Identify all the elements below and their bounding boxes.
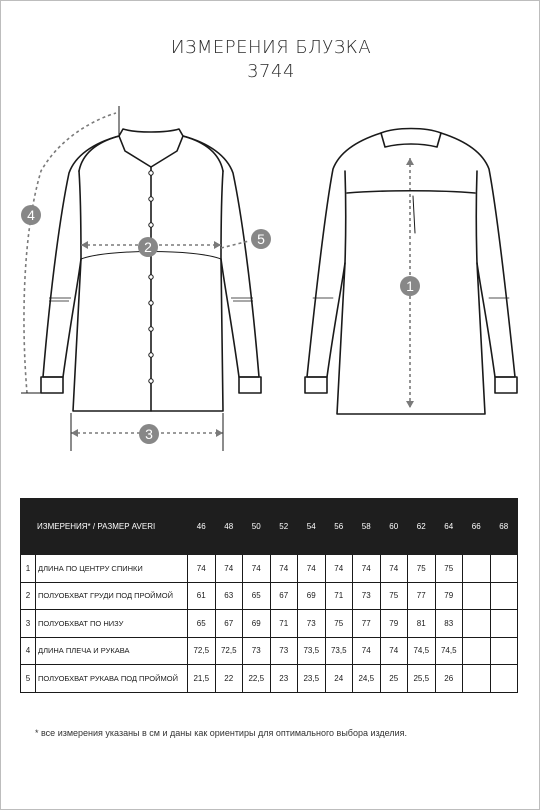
measure-marker-2 [138,237,158,257]
front-right-cuff [239,377,261,393]
value-cell: 74,5 [408,637,436,665]
row-label: ПОЛУОБХВАТ ПО НИЗУ [36,610,188,638]
value-cell: 73 [243,637,271,665]
marker-2-label: 2 [144,239,152,255]
size-header-cell: 64 [435,499,463,555]
value-cell [463,637,491,665]
front-body-outline [73,171,223,411]
value-cell: 74 [380,555,408,583]
value-cell: 77 [408,582,436,610]
value-cell [490,665,518,693]
front-left-cuff [41,377,63,393]
size-header-cell: 52 [270,499,298,555]
value-cell: 74 [325,555,353,583]
row-number: 3 [21,610,36,638]
value-cell [463,665,491,693]
value-cell [463,555,491,583]
value-cell: 73,5 [325,637,353,665]
value-cell: 75 [435,555,463,583]
measure-4-line [24,113,116,393]
value-cell [490,555,518,583]
size-header-cell: 50 [243,499,271,555]
back-pleat [413,196,415,233]
table-row [21,665,518,693]
row-label: ПОЛУОБХВАТ ГРУДИ ПОД ПРОЙМОЙ [36,582,188,610]
blouse-back-view [305,129,517,415]
value-cell: 67 [215,610,243,638]
value-cell: 21,5 [188,665,216,693]
value-cell: 79 [435,582,463,610]
value-cell: 83 [435,610,463,638]
value-cell: 74 [353,555,381,583]
value-cell: 22,5 [243,665,271,693]
row-number: 4 [21,637,36,665]
size-header-cell: 56 [325,499,353,555]
value-cell: 65 [243,582,271,610]
value-cell: 24 [325,665,353,693]
value-cell: 75 [380,582,408,610]
value-cell [490,610,518,638]
back-right-cuff [495,377,517,393]
value-cell [490,582,518,610]
size-table-header-row [21,499,518,555]
value-cell: 23 [270,665,298,693]
value-cell: 77 [353,610,381,638]
footnote: * все измерения указаны в см и даны как ориентиры для оптимального выбора изделия. [35,728,408,738]
size-header-cell: 46 [188,499,216,555]
value-cell: 75 [408,555,436,583]
value-cell: 25 [380,665,408,693]
value-cell: 25,5 [408,665,436,693]
value-cell: 74 [243,555,271,583]
value-cell: 69 [298,582,326,610]
value-cell: 67 [270,582,298,610]
size-header-cell: 58 [353,499,381,555]
marker-1-label: 1 [406,278,414,294]
size-header-cell: 60 [380,499,408,555]
front-left-sleeve-fold-marks [49,298,71,301]
value-cell [463,610,491,638]
back-collar [381,129,441,148]
value-cell: 74 [380,637,408,665]
size-header-cell: 66 [463,499,491,555]
value-cell: 74 [215,555,243,583]
back-left-sleeve-outline [307,133,381,377]
back-right-sleeve-outline [441,133,515,377]
measure-marker-3 [139,424,159,444]
value-cell: 71 [325,582,353,610]
value-cell: 63 [215,582,243,610]
blouse-technical-drawing [1,96,540,456]
value-cell [463,582,491,610]
value-cell: 74 [270,555,298,583]
value-cell: 65 [188,610,216,638]
value-cell [490,637,518,665]
measure-marker-1 [400,276,420,296]
page-title: ИЗМЕРЕНИЯ БЛУЗКА [170,37,372,58]
size-table-header-label: ИЗМЕРЕНИЯ* / РАЗМЕР AVERI [21,499,188,555]
value-cell: 74 [298,555,326,583]
size-header-cell: 62 [408,499,436,555]
row-label: ДЛИНА ПО ЦЕНТРУ СПИНКИ [36,555,188,583]
value-cell: 73 [298,610,326,638]
value-cell: 72,5 [188,637,216,665]
size-header-cell: 68 [490,499,518,555]
row-number: 2 [21,582,36,610]
table-row [21,555,518,583]
value-cell: 72,5 [215,637,243,665]
value-cell: 71 [270,610,298,638]
value-cell: 26 [435,665,463,693]
table-row [21,637,518,665]
front-right-sleeve-fold-marks [231,298,253,301]
value-cell: 73 [270,637,298,665]
marker-5-label: 5 [257,231,265,247]
back-yoke-seam [347,191,475,193]
table-row [21,610,518,638]
value-cell: 79 [380,610,408,638]
value-cell: 74,5 [435,637,463,665]
front-armholes [79,136,223,171]
size-header-cell: 48 [215,499,243,555]
value-cell: 23,5 [298,665,326,693]
value-cell: 61 [188,582,216,610]
value-cell: 73 [353,582,381,610]
value-cell: 69 [243,610,271,638]
measure-marker-5 [251,229,271,249]
table-row [21,582,518,610]
size-table [20,498,518,693]
value-cell: 74 [353,637,381,665]
row-number: 1 [21,555,36,583]
value-cell: 22 [215,665,243,693]
measure-4-ticks [21,106,119,393]
size-header-cell: 54 [298,499,326,555]
value-cell: 75 [325,610,353,638]
back-left-cuff [305,377,327,393]
value-cell: 24,5 [353,665,381,693]
row-number: 5 [21,665,36,693]
value-cell: 81 [408,610,436,638]
measure-marker-4 [21,205,41,225]
article-number: 3744 [247,61,295,82]
front-collar [119,129,183,167]
row-label: ДЛИНА ПЛЕЧА И РУКАВА [36,637,188,665]
row-label: ПОЛУОБХВАТ РУКАВА ПОД ПРОЙМОЙ [36,665,188,693]
marker-4-label: 4 [27,207,35,223]
marker-3-label: 3 [145,426,153,442]
value-cell: 73,5 [298,637,326,665]
value-cell: 74 [188,555,216,583]
